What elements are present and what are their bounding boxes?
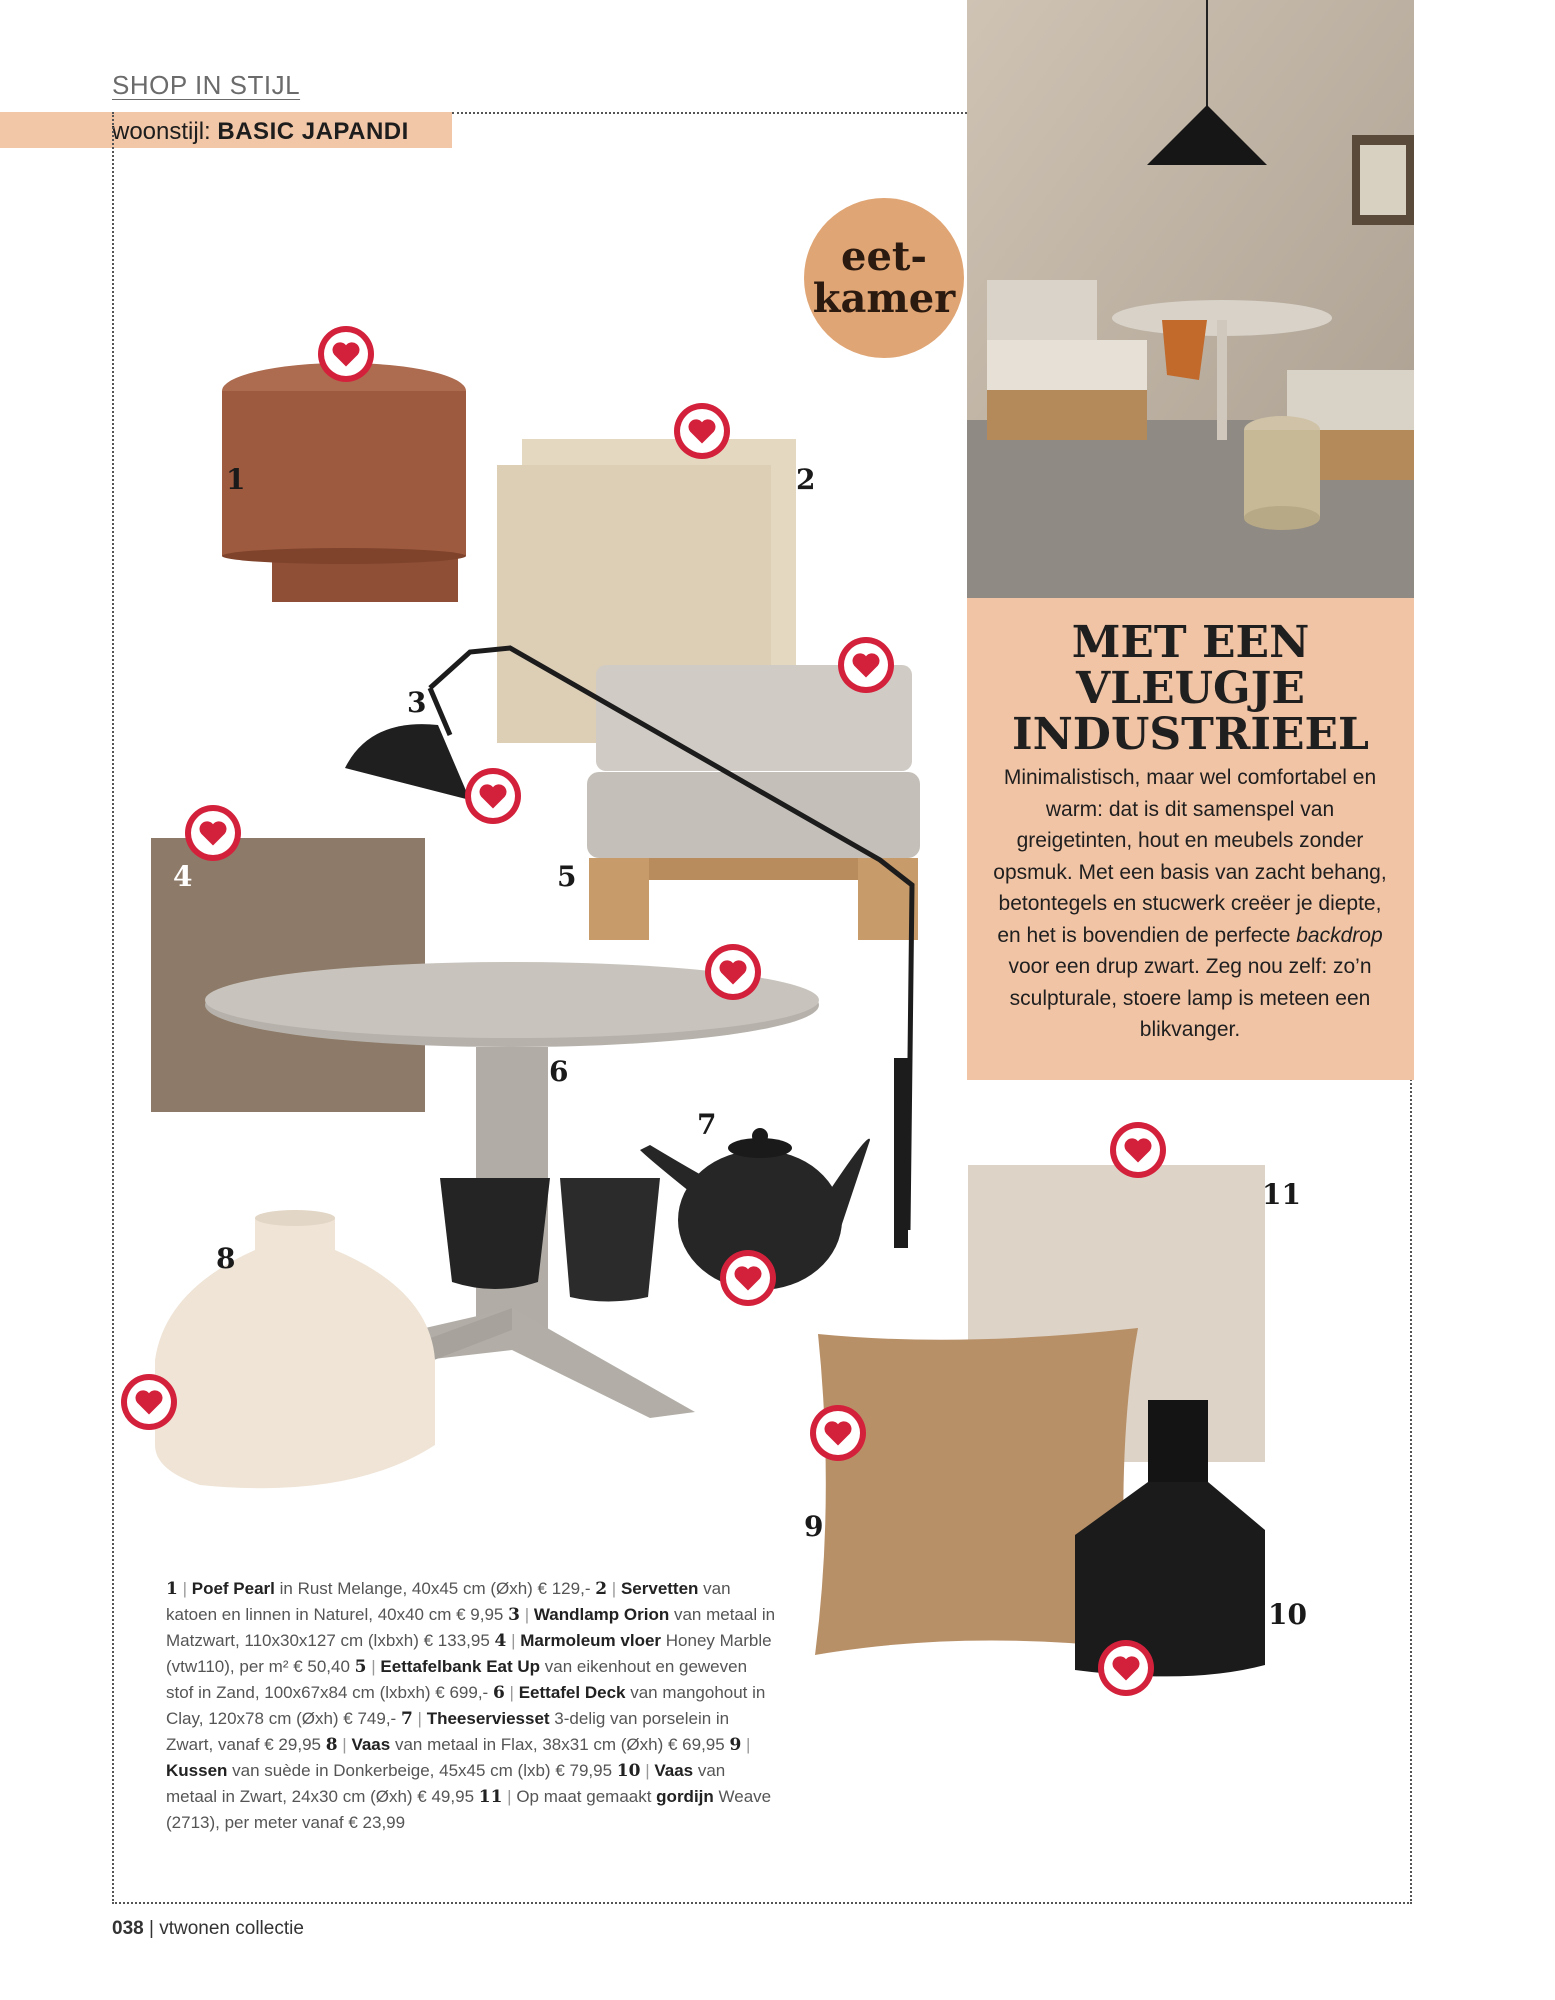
favorite-heart[interactable] [674,403,730,459]
heart-icon [331,340,361,368]
credit-item: 8 | Vaas van metaal in Flax, 38x31 cm (Øxh) € 69,95 [325,1735,725,1755]
favorite-heart[interactable] [1110,1122,1166,1178]
favorite-heart[interactable] [838,637,894,693]
favorite-heart[interactable] [318,326,374,382]
credit-item: 4 | Marmoleum vloer Honey Marble (vtw110), per m² € 50,40 [166,1631,772,1676]
heart-icon [1123,1136,1153,1164]
credit-item: 10 | Vaas van metaal in Zwart, 24x30 cm (Øxh) € 49,95 [166,1761,726,1806]
page-footer: 038 | vtwonen collectie [112,1918,304,1939]
feature-intro: Minimalistisch, maar wel comfortabel en warm: dat is dit samenspel van greigetinten, hout en meubels zonder opsmuk. Met een basis van zacht behang, betontegels en stucwerk creëer je diepte, en het is bovendien de perfecte backdrop voor een drup zwart. Zeg nou zelf: zo’n sculpturale, stoere lamp is meteen een blikvanger. [993,766,1387,1041]
favorite-heart[interactable] [465,768,521,824]
heart-icon [823,1419,853,1447]
heart-icon [733,1264,763,1292]
vase-black-neck [1148,1400,1208,1482]
style-label: woonstijl: BASIC JAPANDI [112,118,409,145]
credit-item: 7 | Theeserviesset 3-delig van porselein in Zwart, vanaf € 29,95 [166,1709,730,1754]
heart-icon [718,958,748,986]
bench-leg [589,858,649,940]
favorite-heart[interactable] [810,1405,866,1461]
heart-icon [1111,1654,1141,1682]
favorite-heart[interactable] [705,944,761,1000]
item-number: 5 [557,860,577,893]
item-number: 2 [796,463,816,496]
room-badge: eet- kamer [804,198,964,358]
item-number: 6 [549,1055,569,1088]
heart-icon [478,782,508,810]
heart-icon [687,417,717,445]
item-number: 10 [1268,1598,1307,1631]
credit-item: 6 | Eettafel Deck van mangohout in Clay, 120x78 cm (Øxh) € 749,- [166,1683,766,1728]
favorite-heart[interactable] [720,1250,776,1306]
vase-flax [155,1218,435,1488]
pouf-body [222,391,466,556]
product-credits [166,1576,776,1835]
item-number: 9 [804,1510,824,1543]
headline-line: INDUSTRIEEL [1011,709,1369,760]
mug [560,1178,660,1302]
section-kicker: SHOP IN STIJL [112,70,301,100]
credit-item: 5 | Eettafelbank Eat Up van eikenhout en geweven stof in Zand, 100x67x84 cm (lxbxh) € 699,- [166,1657,748,1702]
item-number: 8 [216,1242,236,1275]
item-number: 11 [1262,1178,1301,1211]
credit-item: 1 | Poef Pearl in Rust Melange, 40x45 cm (Øxh) € 129,- [166,1579,591,1599]
credit-item: 11 | Op maat gemaakt gordijn Weave (2713), per meter vanaf € 23,99 [166,1787,772,1832]
item-number: 1 [226,463,246,496]
favorite-heart[interactable] [1098,1640,1154,1696]
headline-line: VLEUGJE [1076,663,1305,714]
bench-leg [858,858,918,940]
credit-item: 9 | Kussen van suède in Donkerbeige, 45x45 cm (lxb) € 79,95 [166,1735,751,1780]
item-number: 7 [697,1108,717,1141]
heart-icon [851,651,881,679]
item-number: 3 [407,686,427,719]
heart-icon [198,819,228,847]
item-number: 4 [173,860,193,893]
favorite-heart[interactable] [121,1374,177,1430]
credit-item: 2 | Servetten van katoen en linnen in Naturel, 40x40 cm € 9,95 [166,1579,731,1624]
favorite-heart[interactable] [185,805,241,861]
lamp-shade [345,724,470,800]
heart-icon [134,1388,164,1416]
mug [440,1178,550,1289]
headline-line: MET EEN [1071,617,1310,668]
credit-item: 3 | Wandlamp Orion van metaal in Matzwart, 110x30x127 cm (lxbxh) € 133,95 [166,1605,776,1650]
